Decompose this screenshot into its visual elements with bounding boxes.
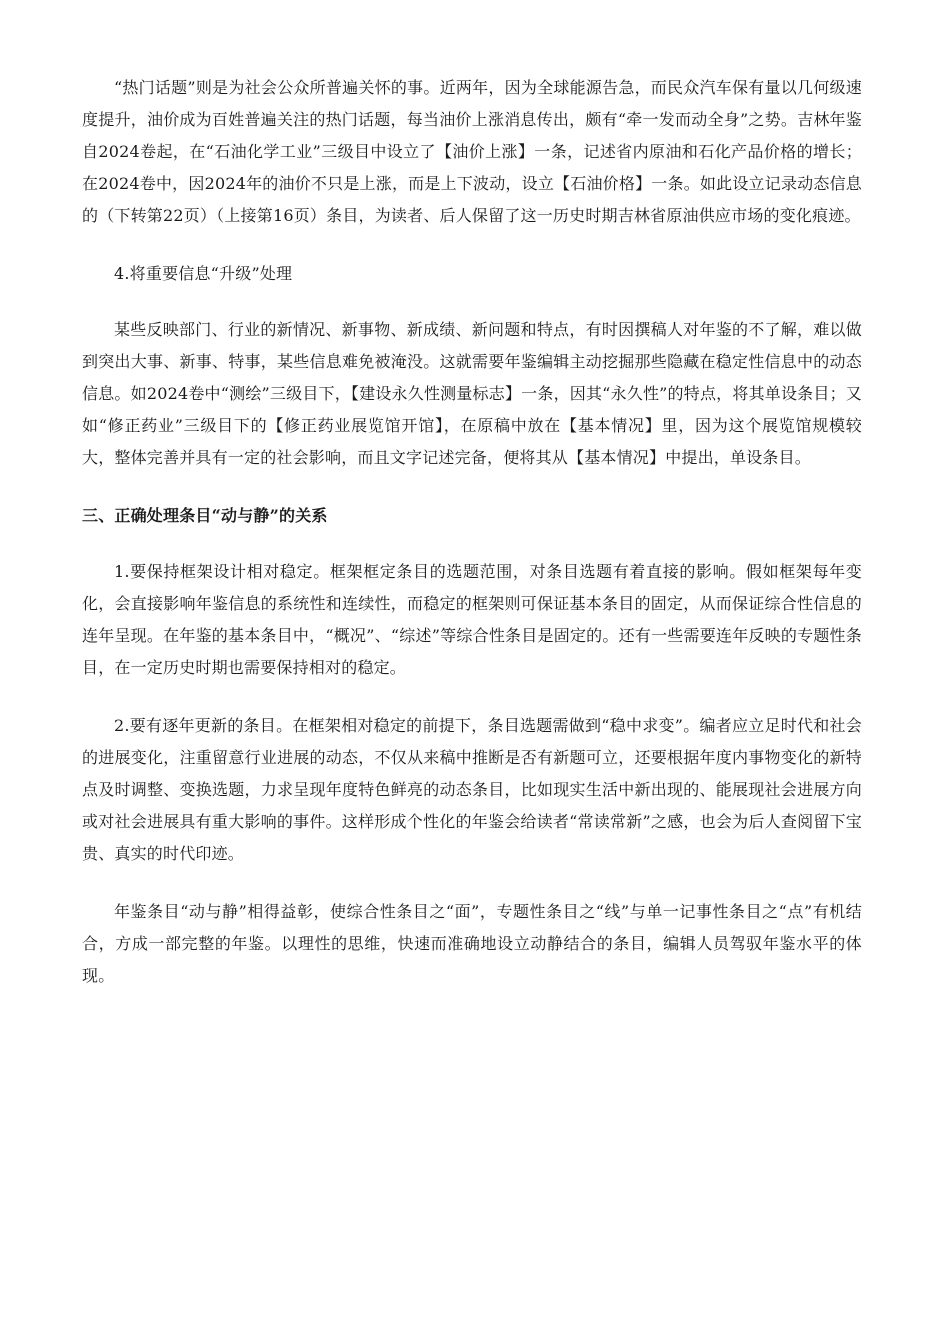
paragraph-dynamic-info: 某些反映部门、行业的新情况、新事物、新成绩、新问题和特点，有时因撰稿人对年鉴的不了解，难以做到突出大事、新事、特事，某些信息难免被淹没。这就需要年鉴编辑主动挖掘那些隐藏在稳定性信息中的动态信息。如2024卷中“测绘”三级目下，【建设永久性测量标志】一条，因其“永久性”的特点，将其单设条目；又如“修正药业”三级目下的【修正药业展览馆开馆】，在原稿中放在【基本情况】里，因为这个展览馆规模较大，整体完善并具有一定的社会影响，而且文字记述完备，便将其从【基本情况】中提出，单设条目。 xyxy=(82,320,862,467)
paragraph-stable-framework: 1.要保持框架设计相对稳定。框架框定条目的选题范围，对条目选题有着直接的影响。假如框架每年变化，会直接影响年鉴信息的系统性和连续性，而稳定的框架则可保证基本条目的固定，从而保证综合性信息的连年呈现。在年鉴的基本条目中，“概况”、“综述”等综合性条目是固定的。还有一些需要连年反映的专题性条目，在一定历史时期也需要保持相对的稳定。 xyxy=(82,562,862,677)
document-body xyxy=(82,72,862,1018)
paragraph-conclusion: 年鉴条目“动与静”相得益彰，使综合性条目之“面”，专题性条目之“线”与单一记事性条目之“点”有机结合，方成一部完整的年鉴。以理性的思维，快速而准确地设立动静结合的条目，编辑人员驾驭年鉴水平的体现。 xyxy=(82,902,862,985)
subheading-upgrade-info: 4.将重要信息“升级”处理 xyxy=(114,264,293,283)
paragraph-hot-topics: “热门话题”则是为社会公众所普遍关怀的事。近两年，因为全球能源告急，而民众汽车保有量以几何级速度提升，油价成为百姓普遍关注的热门话题，每当油价上涨消息传出，颇有“牵一发而动全身”之势。吉林年鉴自2024卷起，在“石油化学工业”三级目中设立了【油价上涨】一条，记述省内原油和石化产品价格的增长；在2024卷中，因2024年的油价不只是上涨，而是上下波动，设立【石油价格】一条。如此设立记录动态信息的（下转第22页）（上接第16页）条目，为读者、后人保留了这一历史时期吉林省原油供应市场的变化痕迹。 xyxy=(82,78,862,225)
paragraph-yearly-update: 2.要有逐年更新的条目。在框架相对稳定的前提下，条目选题需做到“稳中求变”。编者应立足时代和社会的进展变化，注重留意行业进展的动态，不仅从来稿中推断是否有新题可立，还要根据年度内事物变化的新特点及时调整、变换选题，力求呈现年度特色鲜亮的动态条目，比如现实生活中新出现的、能展现社会进展方向或对社会进展具有重大影响的事件。这样形成个性化的年鉴会给读者“常读常新”之感，也会为后人查阅留下宝贵、真实的时代印迹。 xyxy=(82,716,862,863)
section-heading: 三、正确处理条目“动与静”的关系 xyxy=(82,506,328,525)
